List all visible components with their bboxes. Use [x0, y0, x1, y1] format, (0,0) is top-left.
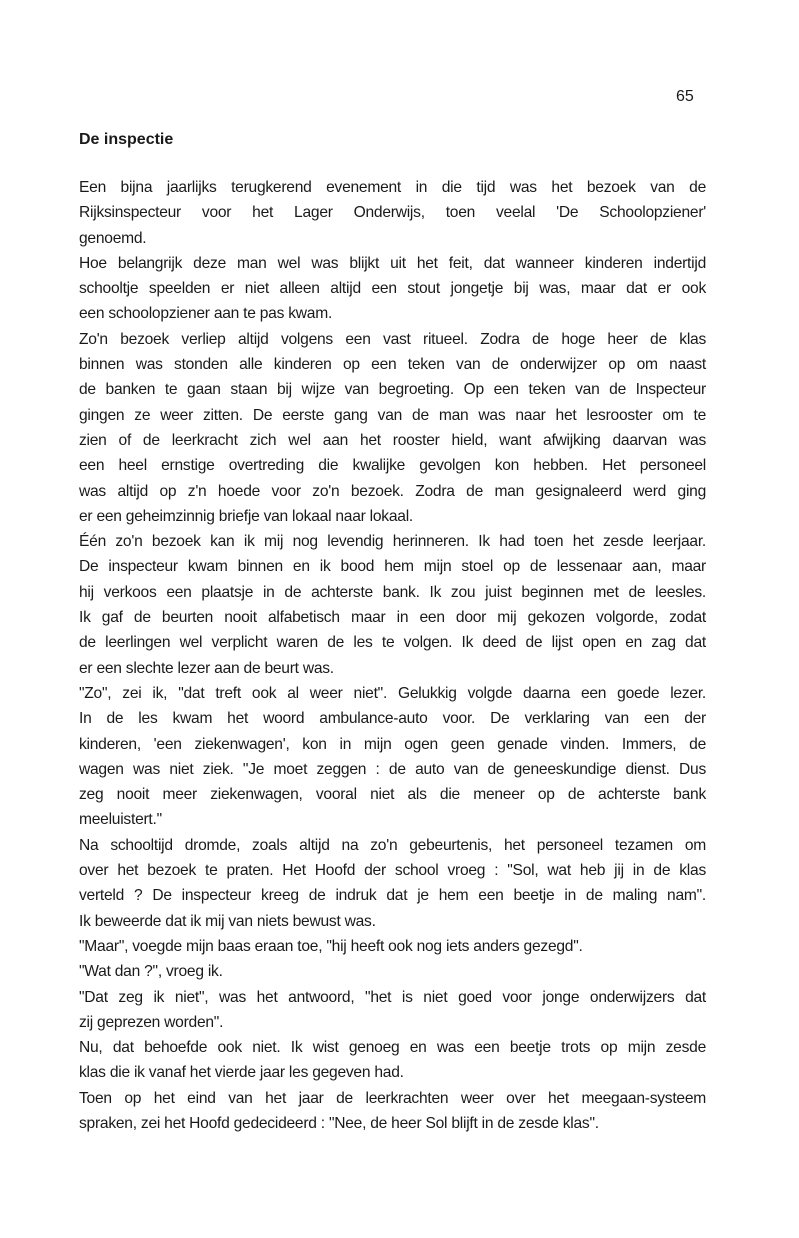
paragraph: [79, 959, 706, 984]
text-line: Na schooltijd dromde, zoals altijd na zo'n gebeurtenis, het personeel tezamen om: [79, 836, 706, 854]
text-line: zij geprezen worden".: [79, 1013, 224, 1031]
text-line: wagen was niet ziek. "Je moet zeggen : de auto van de geneeskundige dienst. Dus: [79, 760, 706, 778]
text-line: genoemd.: [79, 229, 147, 247]
text-line: gingen ze weer zitten. De eerste gang van de man was naar het lesrooster om te: [79, 406, 706, 424]
text-line: verteld ? De inspecteur kreeg de indruk dat je hem een beetje in de maling nam".: [79, 887, 706, 905]
text-line: hij verkoos een plaatsje in de achterste bank. Ik zou juist beginnen met de leesles.: [79, 583, 706, 601]
text-line: schooltje speelden er niet alleen altijd een stout jongetje bij was, maar dat er ook: [79, 280, 706, 298]
text-line: "Zo", zei ik, "dat treft ook al weer niet". Gelukkig volgde daarna een goede lezer.: [79, 684, 706, 702]
text-line: binnen was stonden alle kinderen op een teken van de onderwijzer op om naast: [79, 356, 706, 374]
text-line: klas die ik vanaf het vierde jaar les gegeven had.: [79, 1064, 404, 1082]
text-line: Toen op het eind van het jaar de leerkrachten weer over het meegaan-systeem: [79, 1089, 706, 1107]
text-line: Één zo'n bezoek kan ik mij nog levendig herinneren. Ik had toen het zesde leerjaar.: [79, 533, 706, 551]
section-heading: De inspectie: [79, 131, 174, 148]
text-line: Ik beweerde dat ik mij van niets bewust was.: [79, 912, 376, 930]
text-line: de leerlingen wel verplicht waren de les te volgen. Ik deed de lijst open en zag dat: [79, 634, 706, 652]
text-line: er een geheimzinnig briefje van lokaal naar lokaal.: [79, 507, 413, 525]
text-line: zeg nooit meer ziekenwagen, vooral niet als die meneer op de achterste bank: [79, 786, 706, 804]
text-line: Hoe belangrijk deze man wel was blijkt uit het feit, dat wanneer kinderen indertijd: [79, 254, 706, 272]
paragraph: [79, 251, 706, 327]
paragraph: [79, 327, 706, 529]
text-line: Een bijna jaarlijks terugkerend evenement in die tijd was het bezoek van de: [79, 179, 706, 196]
paragraph: [79, 985, 706, 1036]
text-line: meeluistert.": [79, 811, 162, 829]
text-line: over het bezoek te praten. Het Hoofd der school vroeg : "Sol, wat heb jij in de klas: [79, 862, 706, 880]
text-line: De inspecteur kwam binnen en ik bood hem mijn stoel op de lessenaar aan, maar: [79, 558, 706, 576]
paragraph: [79, 833, 706, 934]
paragraph: [79, 1035, 706, 1086]
text-line: Ik gaf de beurten nooit alfabetisch maar in een door mij gekozen volgorde, zodat: [79, 609, 706, 627]
text-line: de banken te gaan staan bij wijze van begroeting. Op een teken van de Inspecteur: [79, 381, 706, 399]
text-line: zien of de leerkracht zich wel aan het rooster hield, want afwijking daarvan was: [79, 431, 706, 449]
body-text: [79, 175, 706, 1136]
text-line: een heel ernstige overtreding die kwalijke gevolgen kon hebben. Het personeel: [79, 457, 706, 475]
text-line: Nu, dat behoefde ook niet. Ik wist genoeg en was een beetje trots op mijn zesde: [79, 1039, 706, 1057]
text-line: "Maar", voegde mijn baas eraan toe, "hij heeft ook nog iets anders gezegd".: [79, 937, 583, 955]
text-line: Zo'n bezoek verliep altijd volgens een vast ritueel. Zodra de hoge heer de klas: [79, 330, 706, 348]
text-line: een schoolopziener aan te pas kwam.: [79, 305, 333, 323]
text-line: spraken, zei het Hoofd gedecideerd : "Nee, de heer Sol blijft in de zesde klas".: [79, 1114, 599, 1132]
paragraph: [79, 529, 706, 681]
text-line: "Wat dan ?", vroeg ik.: [79, 963, 223, 981]
text-line: "Dat zeg ik niet", was het antwoord, "het is niet goed voor jonge onderwijzers dat: [79, 988, 706, 1006]
page-number: 65: [676, 88, 694, 105]
text-line: was altijd op z'n hoede voor zo'n bezoek. Zodra de man gesignaleerd werd ging: [79, 482, 706, 500]
text-line: Rijksinspecteur voor het Lager Onderwijs, toen veelal 'De Schoolopziener': [79, 204, 706, 222]
paragraph: [79, 175, 706, 251]
text-line: kinderen, 'een ziekenwagen', kon in mijn ogen geen genade vinden. Immers, de: [79, 735, 706, 753]
paragraph: [79, 681, 706, 833]
paragraph: [79, 1086, 706, 1137]
paragraph: [79, 934, 706, 959]
text-line: er een slechte lezer aan de beurt was.: [79, 659, 334, 677]
text-line: In de les kwam het woord ambulance-auto voor. De verklaring van een der: [79, 710, 706, 728]
